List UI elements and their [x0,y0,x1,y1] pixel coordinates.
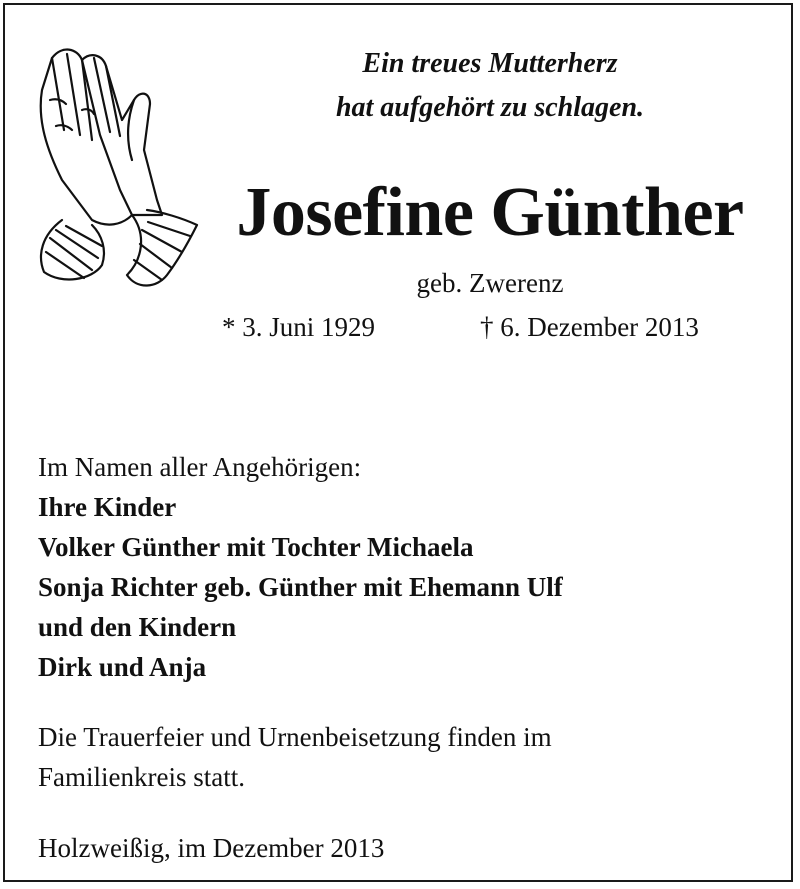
mourner-line: Dirk und Anja [38,652,207,682]
mourner-line: Ihre Kinder [38,492,177,522]
mourner-line: Volker Günther mit Tochter Michaela [38,532,474,562]
death-date: † 6. Dezember 2013 [480,312,699,342]
deceased-name: Josefine Günther [236,174,744,251]
place-date: Holzweißig, im Dezember 2013 [38,833,385,863]
funeral-notice-line-2: Familienkreis statt. [38,762,245,792]
mourner-line: und den Kindern [38,612,237,642]
praying-hands-icon [22,40,202,290]
funeral-notice-line-1: Die Trauerfeier und Urnenbeisetzung finden im [38,722,552,752]
motto-line-1: Ein treues Mutterherz [362,48,618,79]
motto-line-2: hat aufgehört zu schlagen. [335,92,645,123]
maiden-name: geb. Zwerenz [416,268,564,298]
mourner-line: Sonja Richter geb. Günther mit Ehemann Ulf [38,572,563,602]
birth-date: * 3. Juni 1929 [222,312,376,342]
mourners-intro: Im Namen aller Angehörigen: [38,452,362,482]
